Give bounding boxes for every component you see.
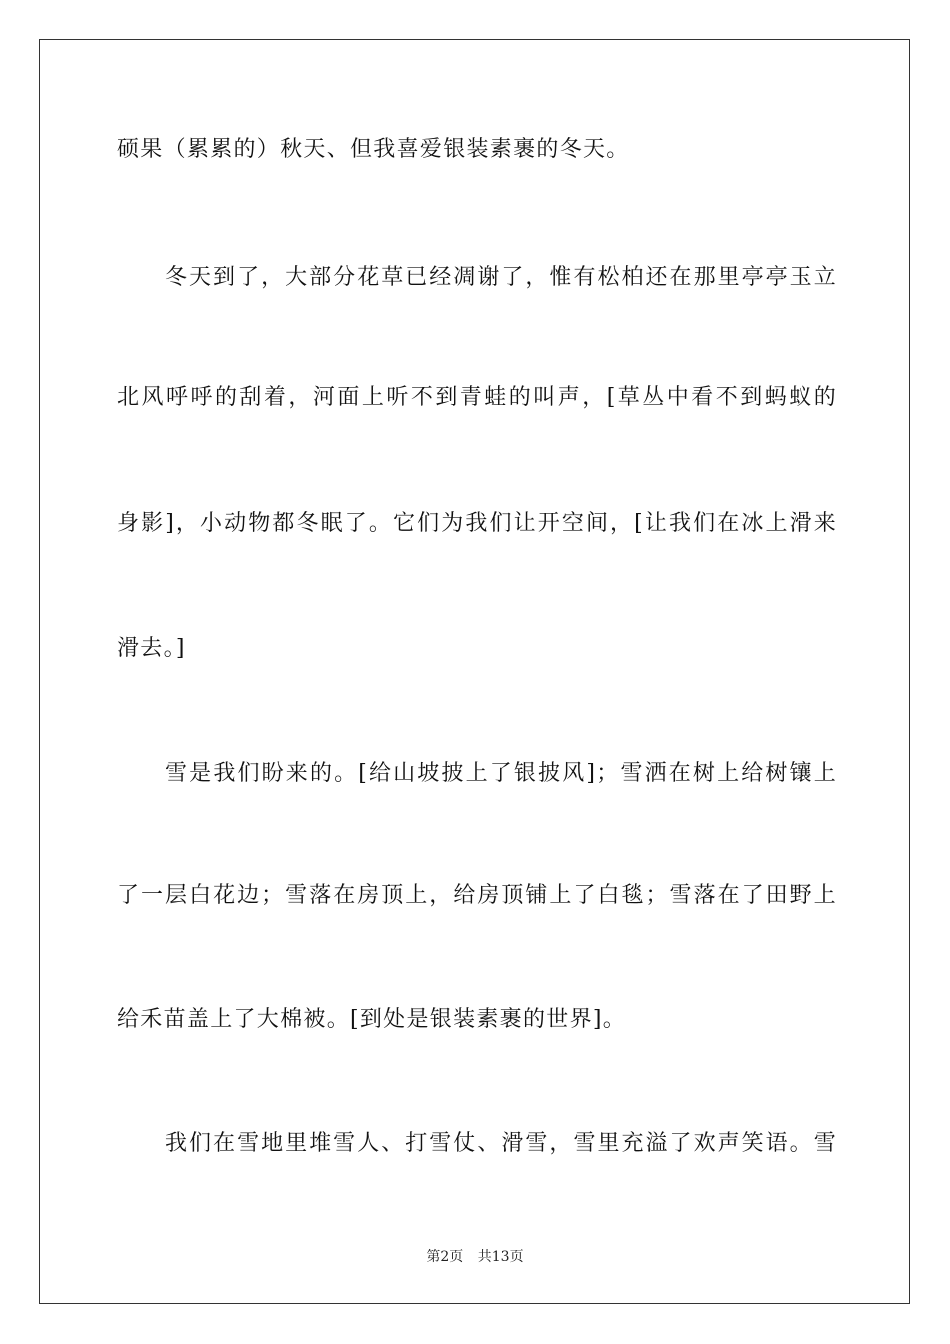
page-total: 共13页 bbox=[477, 1249, 524, 1265]
page-footer bbox=[0, 1248, 950, 1266]
text-line-5: 滑去。] bbox=[117, 636, 186, 661]
text-line-1: 硕果（累累的）秋天、但我喜爱银装素裹的冬天。 bbox=[117, 137, 630, 162]
page-border bbox=[39, 39, 910, 1304]
text-line-9: 我们在雪地里堆雪人、打雪仗、滑雪，雪里充溢了欢声笑语。雪 bbox=[165, 1131, 837, 1156]
text-line-2: 冬天到了，大部分花草已经凋谢了，惟有松柏还在那里亭亭玉立 bbox=[165, 265, 837, 290]
page-number: 第2页 bbox=[426, 1249, 464, 1265]
text-line-4: 身影]，小动物都冬眠了。它们为我们让开空间，[让我们在冰上滑来 bbox=[117, 511, 837, 536]
text-line-6: 雪是我们盼来的。[给山坡披上了银披风]；雪洒在树上给树镶上 bbox=[165, 761, 837, 786]
text-line-3: 北风呼呼的刮着，河面上听不到青蛙的叫声，[草丛中看不到蚂蚁的 bbox=[117, 385, 837, 410]
text-line-8: 给禾苗盖上了大棉被。[到处是银装素裹的世界]。 bbox=[117, 1007, 627, 1032]
text-line-7: 了一层白花边；雪落在房顶上，给房顶铺上了白毯；雪落在了田野上 bbox=[117, 883, 837, 908]
